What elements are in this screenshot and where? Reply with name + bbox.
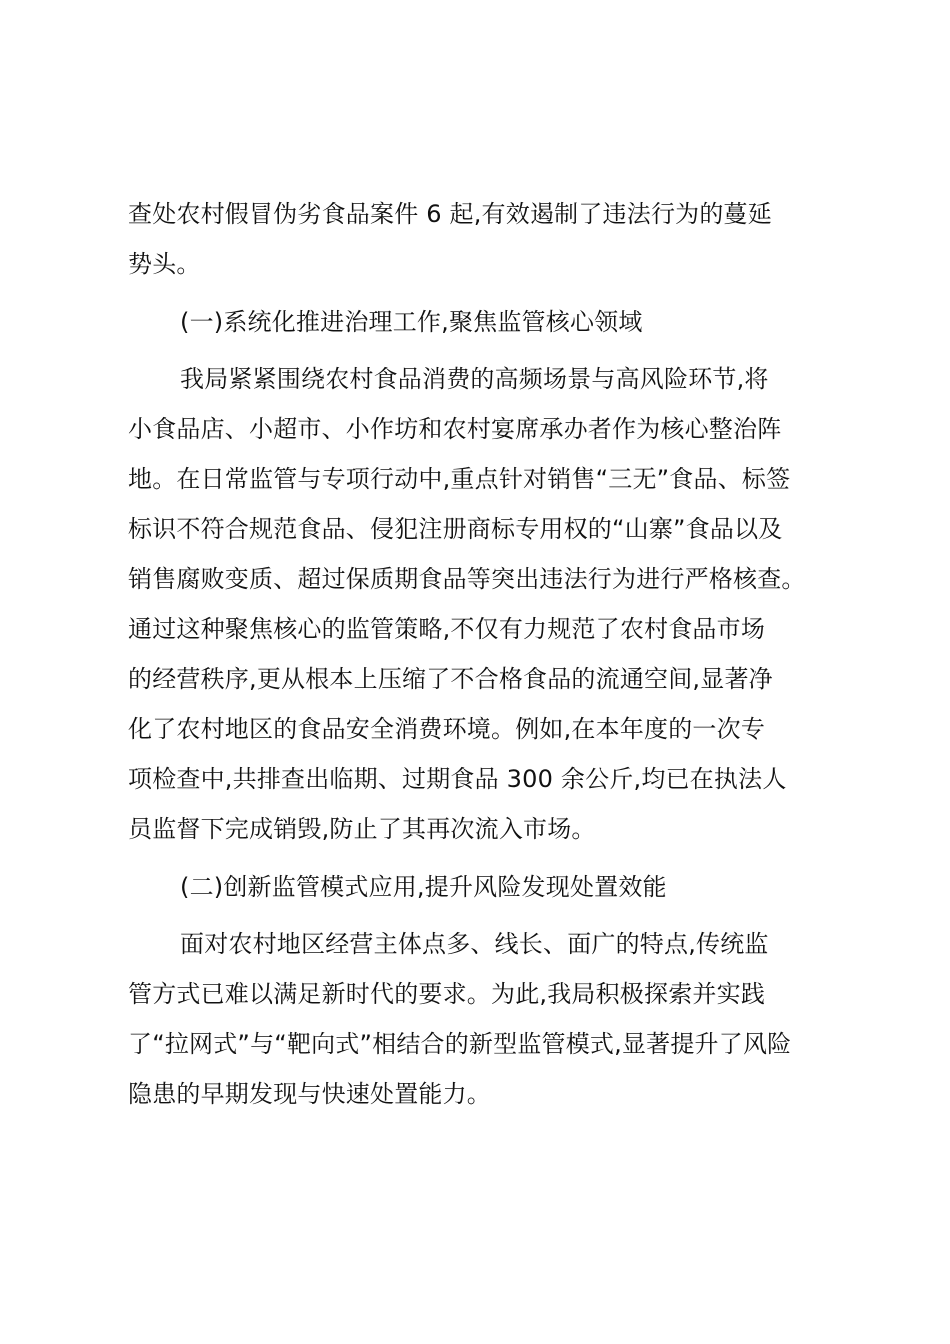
paragraph-line: 了“拉网式”与“靶向式”相结合的新型监管模式,显著提升了风险 — [128, 1030, 792, 1058]
paragraph-line: 的经营秩序,更从根本上压缩了不合格食品的流通空间,显著净 — [128, 665, 773, 693]
paragraph-line: 势头。 — [128, 250, 201, 278]
paragraph-line: 地。在日常监管与专项行动中,重点针对销售“三无”食品、标签 — [128, 465, 791, 493]
paragraph-line: 化了农村地区的食品安全消费环境。例如,在本年度的一次专 — [128, 715, 766, 743]
paragraph-line: 管方式已难以满足新时代的要求。为此,我局积极探索并实践 — [128, 980, 766, 1008]
paragraph-line: 面对农村地区经营主体点多、线长、面广的特点,传统监 — [180, 930, 769, 958]
paragraph-line: 标识不符合规范食品、侵犯注册商标专用权的“山寨”食品以及 — [128, 515, 783, 543]
section-heading-2: (二)创新监管模式应用,提升风险发现处置效能 — [180, 873, 667, 901]
paragraph-line: 项检查中,共排查出临期、过期食品 300 余公斤,均已在执法人 — [128, 765, 787, 793]
paragraph-line: 通过这种聚焦核心的监管策略,不仅有力规范了农村食品市场 — [128, 615, 766, 643]
paragraph-line: 小食品店、小超市、小作坊和农村宴席承办者作为核心整治阵 — [128, 415, 782, 443]
paragraph-line: 销售腐败变质、超过保质期食品等突出违法行为进行严格核查。 — [128, 565, 806, 593]
paragraph-line: 我局紧紧围绕农村食品消费的高频场景与高风险环节,将 — [180, 365, 769, 393]
paragraph-line: 员监督下完成销毁,防止了其再次流入市场。 — [128, 815, 596, 843]
paragraph-line: 隐患的早期发现与快速处置能力。 — [128, 1080, 491, 1108]
section-heading-1: (一)系统化推进治理工作,聚焦监管核心领域 — [180, 308, 643, 336]
paragraph-line: 查处农村假冒伪劣食品案件 6 起,有效遏制了违法行为的蔓延 — [128, 200, 772, 228]
